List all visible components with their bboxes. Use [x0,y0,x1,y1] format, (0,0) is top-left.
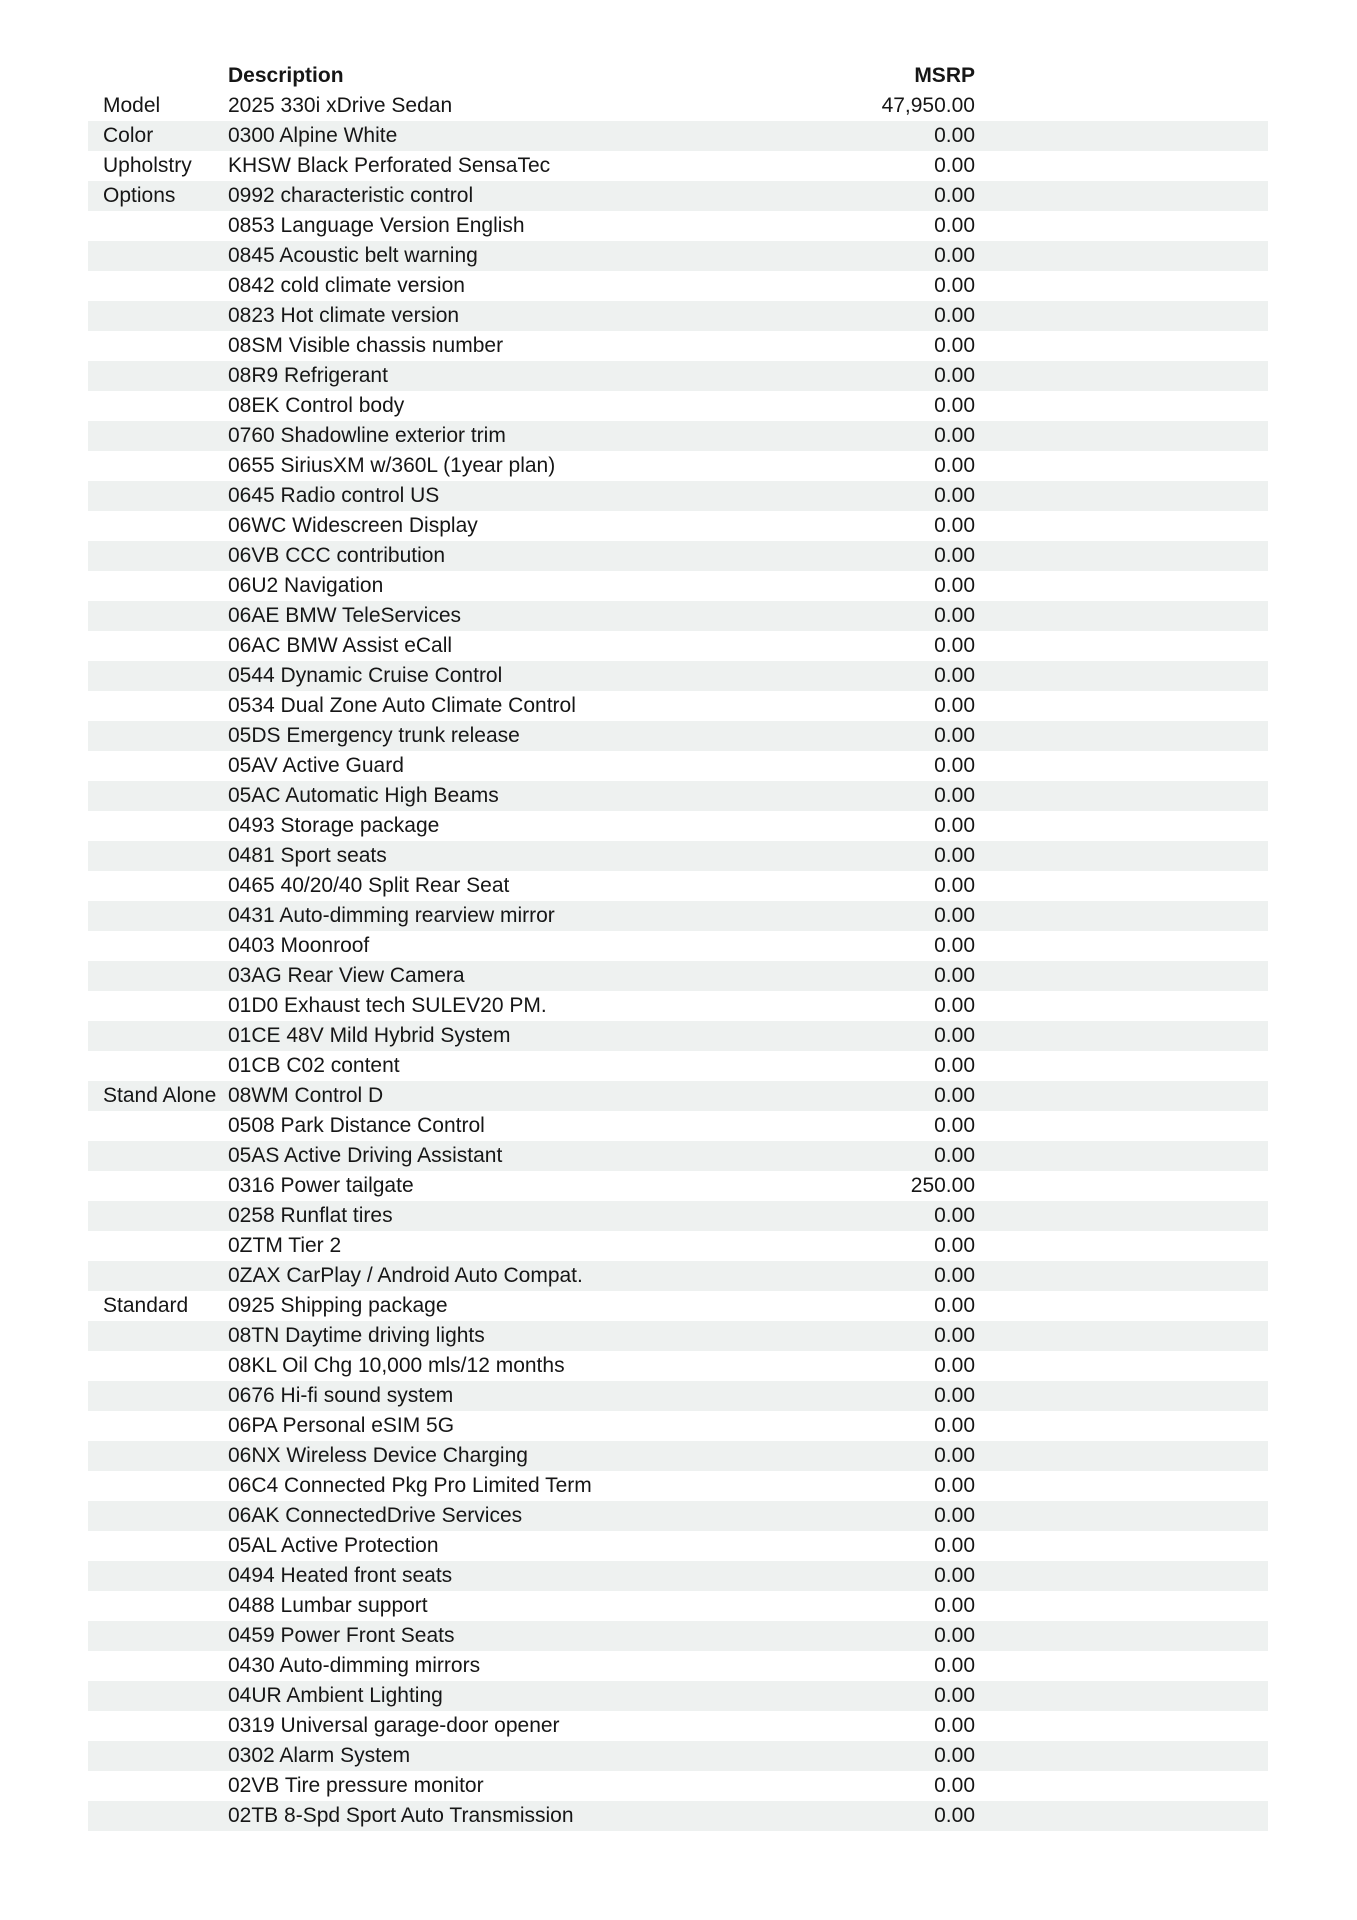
table-row [88,511,1268,541]
table-row [88,1411,1268,1441]
row-msrp-value: 0.00 [934,1084,975,1107]
table-row [88,241,1268,271]
row-msrp-value: 0.00 [934,1204,975,1227]
table-row [88,1441,1268,1471]
row-msrp-value: 0.00 [934,184,975,207]
row-description: 0300 Alpine White [228,124,398,147]
row-msrp-value: 0.00 [934,1564,975,1587]
table-row [88,301,1268,331]
row-description: 2025 330i xDrive Sedan [228,94,453,117]
row-description: 0ZAX CarPlay / Android Auto Compat. [228,1264,583,1287]
row-category-label: Upholstry [103,154,192,177]
table-row [88,871,1268,901]
row-msrp-value: 0.00 [934,694,975,717]
table-row [88,271,1268,301]
row-description: 06AC BMW Assist eCall [228,634,453,657]
row-description: 01CB C02 content [228,1054,400,1077]
row-description: 0258 Runflat tires [228,1204,393,1227]
row-msrp-value: 0.00 [934,1534,975,1557]
row-msrp-value: 0.00 [934,724,975,747]
row-msrp-value: 0.00 [934,1114,975,1137]
row-description: 06AE BMW TeleServices [228,604,462,627]
row-description: 0992 characteristic control [228,184,474,207]
row-msrp-value: 0.00 [934,844,975,867]
table-row [88,571,1268,601]
row-msrp-value: 0.00 [934,784,975,807]
table-row [88,1471,1268,1501]
row-msrp-value: 0.00 [934,1294,975,1317]
row-description: 08EK Control body [228,394,405,417]
row-description: 0ZTM Tier 2 [228,1234,342,1257]
row-description: 01CE 48V Mild Hybrid System [228,1024,511,1047]
table-row [88,481,1268,511]
table-row [88,811,1268,841]
table-row [88,151,1268,181]
table-row [88,421,1268,451]
table-row [88,901,1268,931]
table-body [88,91,1268,1831]
row-msrp-value: 0.00 [934,994,975,1017]
table-row [88,1741,1268,1771]
table-row [88,1561,1268,1591]
row-category-label: Standard [103,1294,189,1317]
row-description: 0465 40/20/40 Split Rear Seat [228,874,510,897]
row-msrp-value: 0.00 [934,514,975,537]
row-msrp-value: 0.00 [934,664,975,687]
row-msrp-value: 0.00 [934,244,975,267]
table-header-row [88,61,1268,91]
row-description: 06PA Personal eSIM 5G [228,1414,455,1437]
row-description: 0403 Moonroof [228,934,370,957]
row-description: KHSW Black Perforated SensaTec [228,154,551,177]
table-row [88,1351,1268,1381]
row-description: 03AG Rear View Camera [228,964,465,987]
table-row [88,841,1268,871]
row-description: 05AC Automatic High Beams [228,784,499,807]
row-description: 08R9 Refrigerant [228,364,388,387]
row-msrp-value: 0.00 [934,934,975,957]
row-msrp-value: 0.00 [934,214,975,237]
row-description: 05AV Active Guard [228,754,404,777]
table-row [88,661,1268,691]
row-description: 0823 Hot climate version [228,304,460,327]
row-description: 06U2 Navigation [228,574,384,597]
table-row [88,1141,1268,1171]
row-msrp-value: 0.00 [934,1354,975,1377]
row-description: 0316 Power tailgate [228,1174,414,1197]
table-row [88,1621,1268,1651]
row-description: 0493 Storage package [228,814,440,837]
row-description: 05AL Active Protection [228,1534,439,1557]
row-msrp-value: 0.00 [934,1264,975,1287]
table-row [88,1801,1268,1831]
row-msrp-value: 0.00 [934,1594,975,1617]
row-description: 0508 Park Distance Control [228,1114,485,1137]
row-description: 01D0 Exhaust tech SULEV20 PM. [228,994,547,1017]
row-msrp-value: 0.00 [934,124,975,147]
table-row [88,1201,1268,1231]
table-row [88,1291,1268,1321]
row-description: 0842 cold climate version [228,274,465,297]
table-row [88,451,1268,481]
row-msrp-value: 250.00 [910,1174,975,1197]
row-msrp-value: 0.00 [934,1324,975,1347]
row-msrp-value: 0.00 [934,754,975,777]
row-description: 0544 Dynamic Cruise Control [228,664,503,687]
table-row [88,1381,1268,1411]
row-msrp-value: 0.00 [934,1384,975,1407]
table-row [88,691,1268,721]
row-description: 08WM Control D [228,1084,384,1107]
row-description: 04UR Ambient Lighting [228,1684,443,1707]
row-msrp-value: 0.00 [934,424,975,447]
table-row [88,1081,1268,1111]
row-msrp-value: 0.00 [934,1144,975,1167]
row-description: 06WC Widescreen Display [228,514,478,537]
table-row [88,1711,1268,1741]
row-msrp-value: 0.00 [934,1444,975,1467]
table-row [88,181,1268,211]
row-msrp-value: 0.00 [934,964,975,987]
row-description: 0925 Shipping package [228,1294,448,1317]
table-row [88,1771,1268,1801]
table-row [88,1321,1268,1351]
table-row [88,1651,1268,1681]
table-row [88,1021,1268,1051]
row-msrp-value: 0.00 [934,1684,975,1707]
row-msrp-value: 0.00 [934,1234,975,1257]
table-row [88,391,1268,421]
row-msrp-value: 0.00 [934,454,975,477]
row-category-label: Model [103,94,161,117]
row-msrp-value: 0.00 [934,814,975,837]
row-msrp-value: 0.00 [934,1624,975,1647]
row-description: 02TB 8-Spd Sport Auto Transmission [228,1804,574,1827]
table-row [88,751,1268,781]
row-msrp-value: 0.00 [934,394,975,417]
row-msrp-value: 0.00 [934,1474,975,1497]
row-msrp-value: 0.00 [934,904,975,927]
table-row [88,1231,1268,1261]
row-msrp-value: 0.00 [934,484,975,507]
table-row [88,1531,1268,1561]
table-row [88,631,1268,661]
row-description: 0676 Hi-fi sound system [228,1384,454,1407]
table-row [88,1501,1268,1531]
row-description: 06NX Wireless Device Charging [228,1444,528,1467]
row-msrp-value: 0.00 [934,1414,975,1437]
row-description: 02VB Tire pressure monitor [228,1774,484,1797]
row-description: 08SM Visible chassis number [228,334,504,357]
row-msrp-value: 0.00 [934,604,975,627]
row-msrp-value: 0.00 [934,874,975,897]
table-row [88,991,1268,1021]
row-msrp-value: 0.00 [934,1504,975,1527]
row-msrp-value: 0.00 [934,1744,975,1767]
row-msrp-value: 0.00 [934,634,975,657]
row-description: 06C4 Connected Pkg Pro Limited Term [228,1474,592,1497]
row-category-label: Options [103,184,176,207]
table-row [88,211,1268,241]
table-row [88,781,1268,811]
row-description: 0494 Heated front seats [228,1564,453,1587]
msrp-column-header: MSRP [914,64,975,87]
row-msrp-value: 47,950.00 [881,94,975,117]
row-description: 05AS Active Driving Assistant [228,1144,503,1167]
row-msrp-value: 0.00 [934,1654,975,1677]
table-row [88,1591,1268,1621]
row-msrp-value: 0.00 [934,154,975,177]
table-row [88,1111,1268,1141]
row-description: 0853 Language Version English [228,214,525,237]
row-description: 05DS Emergency trunk release [228,724,520,747]
table-row [88,601,1268,631]
row-msrp-value: 0.00 [934,1804,975,1827]
row-description: 0760 Shadowline exterior trim [228,424,506,447]
row-description: 0645 Radio control US [228,484,440,507]
row-msrp-value: 0.00 [934,1714,975,1737]
table-row [88,1681,1268,1711]
row-description: 0431 Auto-dimming rearview mirror [228,904,555,927]
row-category-label: Stand Alone [103,1084,217,1107]
table-row [88,1171,1268,1201]
table-row [88,1051,1268,1081]
row-description: 0655 SiriusXM w/360L (1year plan) [228,454,556,477]
row-msrp-value: 0.00 [934,334,975,357]
table-row [88,331,1268,361]
table-row [88,961,1268,991]
vehicle-options-pricing-table [88,61,1268,1831]
description-column-header: Description [228,64,344,87]
row-description: 0430 Auto-dimming mirrors [228,1654,481,1677]
row-msrp-value: 0.00 [934,364,975,387]
table-row [88,721,1268,751]
row-description: 08TN Daytime driving lights [228,1324,485,1347]
row-msrp-value: 0.00 [934,1774,975,1797]
table-row [88,931,1268,961]
row-description: 0302 Alarm System [228,1744,411,1767]
row-msrp-value: 0.00 [934,274,975,297]
row-description: 0459 Power Front Seats [228,1624,455,1647]
row-msrp-value: 0.00 [934,304,975,327]
table-row [88,91,1268,121]
table-row [88,361,1268,391]
row-description: 0534 Dual Zone Auto Climate Control [228,694,576,717]
row-msrp-value: 0.00 [934,574,975,597]
row-msrp-value: 0.00 [934,1024,975,1047]
row-msrp-value: 0.00 [934,544,975,567]
row-description: 0481 Sport seats [228,844,387,867]
row-description: 0845 Acoustic belt warning [228,244,478,267]
row-description: 06VB CCC contribution [228,544,446,567]
row-msrp-value: 0.00 [934,1054,975,1077]
table-row [88,1261,1268,1291]
row-description: 06AK ConnectedDrive Services [228,1504,523,1527]
row-description: 0319 Universal garage-door opener [228,1714,560,1737]
table-row [88,121,1268,151]
row-description: 08KL Oil Chg 10,000 mls/12 months [228,1354,565,1377]
row-category-label: Color [103,124,154,147]
row-description: 0488 Lumbar support [228,1594,428,1617]
table-row [88,541,1268,571]
